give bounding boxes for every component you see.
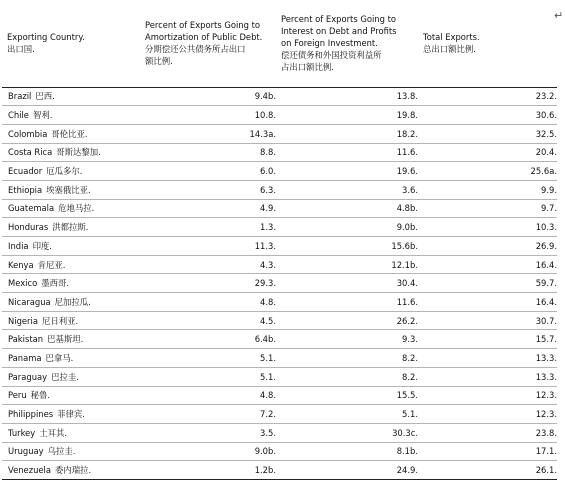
amortization-cell: 9.0b. (140, 442, 276, 461)
table-row (2, 180, 557, 199)
interest-cell: 8.1b. (276, 442, 418, 461)
total-cell: 23.2. (418, 87, 557, 106)
country-name: Brazil (8, 91, 32, 102)
total-cell: 23.8. (418, 423, 557, 442)
total-cell: 15.7. (418, 330, 557, 349)
amortization-cell: 10.8. (140, 106, 276, 125)
table-row (2, 311, 557, 330)
country-cell (2, 461, 140, 480)
table-row (2, 162, 557, 181)
amortization-cell: 3.5. (140, 423, 276, 442)
total-cell: 17.1. (418, 442, 557, 461)
country-cell (2, 237, 140, 256)
country-name: Costa Rica (8, 147, 53, 158)
country-name: Nigeria (8, 315, 38, 326)
total-cell: 16.4. (418, 293, 557, 312)
country-name: Mexico (8, 278, 38, 289)
country-name: Ethiopia (8, 184, 43, 195)
total-cell: 12.3. (418, 405, 557, 424)
interest-cell: 30.3c. (276, 423, 418, 442)
amortization-cell: 6.3. (140, 180, 276, 199)
header-line: Percent of Exports Going to (281, 14, 396, 25)
interest-cell: 11.6. (276, 143, 418, 162)
country-name-zh: 埃塞俄比亚. (46, 184, 91, 195)
header-line: Percent of Exports Going to (145, 20, 260, 31)
amortization-cell: 4.3. (140, 255, 276, 274)
header-line: 出口国. (7, 44, 35, 55)
table-row (2, 330, 557, 349)
total-cell: 30.7. (418, 311, 557, 330)
header-line: 偿还债务和外国投资利益所 (281, 50, 382, 61)
amortization-cell: 9.4b. (140, 87, 276, 106)
total-cell: 20.4. (418, 143, 557, 162)
interest-cell: 3.6. (276, 180, 418, 199)
interest-cell: 8.2. (276, 349, 418, 368)
country-name: Paraguay (8, 371, 48, 382)
table-row (2, 349, 557, 368)
country-cell (2, 293, 140, 312)
total-cell: 26.1. (418, 461, 557, 480)
exports-debt-table (2, 0, 557, 480)
header-amortization (140, 0, 276, 87)
header-line: 占出口额比例. (281, 62, 334, 73)
country-name: India (8, 240, 29, 251)
amortization-cell: 7.2. (140, 405, 276, 424)
table-row (2, 87, 557, 106)
country-name: Philippines (8, 409, 54, 420)
interest-cell: 24.9. (276, 461, 418, 480)
table-row (2, 386, 557, 405)
country-name: Chile (8, 110, 29, 121)
header-line: 总出口额比例. (423, 44, 476, 55)
header-line: Interest on Debt and Profits (281, 26, 397, 37)
country-name-zh: 肯尼亚. (37, 259, 66, 270)
country-cell (2, 124, 140, 143)
interest-cell: 15.5. (276, 386, 418, 405)
table-row (2, 405, 557, 424)
country-name-zh: 厄瓜多尔. (46, 166, 83, 177)
header-line: Exporting Country. (7, 32, 85, 43)
country-cell (2, 311, 140, 330)
total-cell: 9.9. (418, 180, 557, 199)
amortization-cell: 6.0. (140, 162, 276, 181)
country-cell (2, 349, 140, 368)
country-cell (2, 180, 140, 199)
amortization-cell: 4.9. (140, 199, 276, 218)
country-name: Uruguay (8, 446, 44, 457)
country-cell (2, 143, 140, 162)
total-cell: 9.7. (418, 199, 557, 218)
header-interest (276, 0, 418, 87)
country-name-zh: 巴拿马. (45, 352, 74, 363)
interest-cell: 9.0b. (276, 218, 418, 237)
header-country (2, 0, 140, 87)
amortization-cell: 4.8. (140, 293, 276, 312)
country-cell (2, 423, 140, 442)
interest-cell: 12.1b. (276, 255, 418, 274)
country-cell (2, 405, 140, 424)
total-cell: 12.3. (418, 386, 557, 405)
country-name: Peru (8, 390, 27, 401)
country-name-zh: 印度. (32, 240, 52, 251)
table-row (2, 293, 557, 312)
total-cell: 30.6. (418, 106, 557, 125)
country-cell (2, 386, 140, 405)
total-cell: 59.7. (418, 274, 557, 293)
country-name-zh: 哥斯达黎加. (56, 147, 101, 158)
country-name: Guatemala (8, 203, 55, 214)
country-cell (2, 330, 140, 349)
interest-cell: 19.6. (276, 162, 418, 181)
table-row (2, 237, 557, 256)
table-row (2, 461, 557, 480)
table-row (2, 199, 557, 218)
country-cell (2, 218, 140, 237)
country-name: Colombia (8, 128, 48, 139)
table-row (2, 423, 557, 442)
interest-cell: 8.2. (276, 367, 418, 386)
country-name-zh: 委内瑞拉. (55, 465, 92, 476)
amortization-cell: 6.4b. (140, 330, 276, 349)
interest-cell: 9.3. (276, 330, 418, 349)
country-name-zh: 巴基斯坦. (47, 334, 84, 345)
country-cell (2, 106, 140, 125)
header-line: 分期偿还公共债务所占出口 (145, 44, 246, 55)
country-name-zh: 菲律宾. (57, 409, 85, 420)
amortization-cell: 4.5. (140, 311, 276, 330)
country-name: Venezuela (8, 465, 52, 476)
table-row (2, 255, 557, 274)
total-cell: 16.4. (418, 255, 557, 274)
total-cell: 13.3. (418, 349, 557, 368)
country-cell (2, 442, 140, 461)
country-name: Honduras (8, 222, 49, 233)
country-name-zh: 尼加拉瓜. (54, 296, 91, 307)
header-line: Amortization of Public Debt. (145, 32, 263, 43)
interest-cell: 5.1. (276, 405, 418, 424)
amortization-cell: 4.8. (140, 386, 276, 405)
paragraph-mark-icon: ↵ (554, 9, 564, 22)
amortization-cell: 8.8. (140, 143, 276, 162)
country-cell (2, 87, 140, 106)
table-row (2, 442, 557, 461)
amortization-cell: 5.1. (140, 349, 276, 368)
table-row (2, 274, 557, 293)
country-name-zh: 洪都拉斯. (52, 222, 89, 233)
amortization-cell: 5.1. (140, 367, 276, 386)
table-row (2, 143, 557, 162)
table-row (2, 367, 557, 386)
country-name-zh: 秘鲁. (30, 390, 51, 401)
table-row (2, 218, 557, 237)
total-cell: 26.9. (418, 237, 557, 256)
interest-cell: 19.8. (276, 106, 418, 125)
interest-cell: 13.8. (276, 87, 418, 106)
header-line: on Foreign Investment. (281, 38, 378, 49)
country-name: Panama (8, 352, 42, 363)
total-cell: 32.5. (418, 124, 557, 143)
table-row (2, 124, 557, 143)
country-cell (2, 274, 140, 293)
amortization-cell: 1.3. (140, 218, 276, 237)
country-name-zh: 乌拉圭. (47, 446, 76, 457)
country-name: Pakistan (8, 334, 44, 345)
country-name: Kenya (8, 259, 34, 270)
table-row (2, 106, 557, 125)
total-cell: 10.3. (418, 218, 557, 237)
country-name-zh: 尼日利亚. (41, 315, 79, 326)
amortization-cell: 14.3a. (140, 124, 276, 143)
amortization-cell: 29.3. (140, 274, 276, 293)
country-name-zh: 哥伦比亚. (51, 128, 88, 139)
country-cell (2, 199, 140, 218)
country-cell (2, 255, 140, 274)
country-cell (2, 367, 140, 386)
interest-cell: 30.4. (276, 274, 418, 293)
header-row (2, 0, 557, 87)
country-name-zh: 巴西. (35, 91, 55, 102)
country-cell (2, 162, 140, 181)
interest-cell: 26.2. (276, 311, 418, 330)
country-name-zh: 智利. (32, 110, 53, 121)
country-name-zh: 土耳其. (39, 427, 68, 438)
country-name-zh: 墨西哥. (41, 278, 70, 289)
amortization-cell: 1.2b. (140, 461, 276, 480)
header-total (418, 0, 557, 87)
header-line: Total Exports. (423, 32, 480, 43)
table-body (2, 87, 557, 479)
country-name-zh: 巴拉圭. (51, 371, 79, 382)
country-name: Turkey (8, 427, 36, 438)
country-name: Ecuador (8, 166, 43, 177)
amortization-cell: 11.3. (140, 237, 276, 256)
interest-cell: 11.6. (276, 293, 418, 312)
country-name-zh: 危地马拉. (58, 203, 95, 214)
total-cell: 25.6a. (418, 162, 557, 181)
country-name: Nicaragua (8, 296, 51, 307)
interest-cell: 15.6b. (276, 237, 418, 256)
header-line: 额比例. (145, 56, 173, 67)
interest-cell: 18.2. (276, 124, 418, 143)
total-cell: 13.3. (418, 367, 557, 386)
interest-cell: 4.8b. (276, 199, 418, 218)
